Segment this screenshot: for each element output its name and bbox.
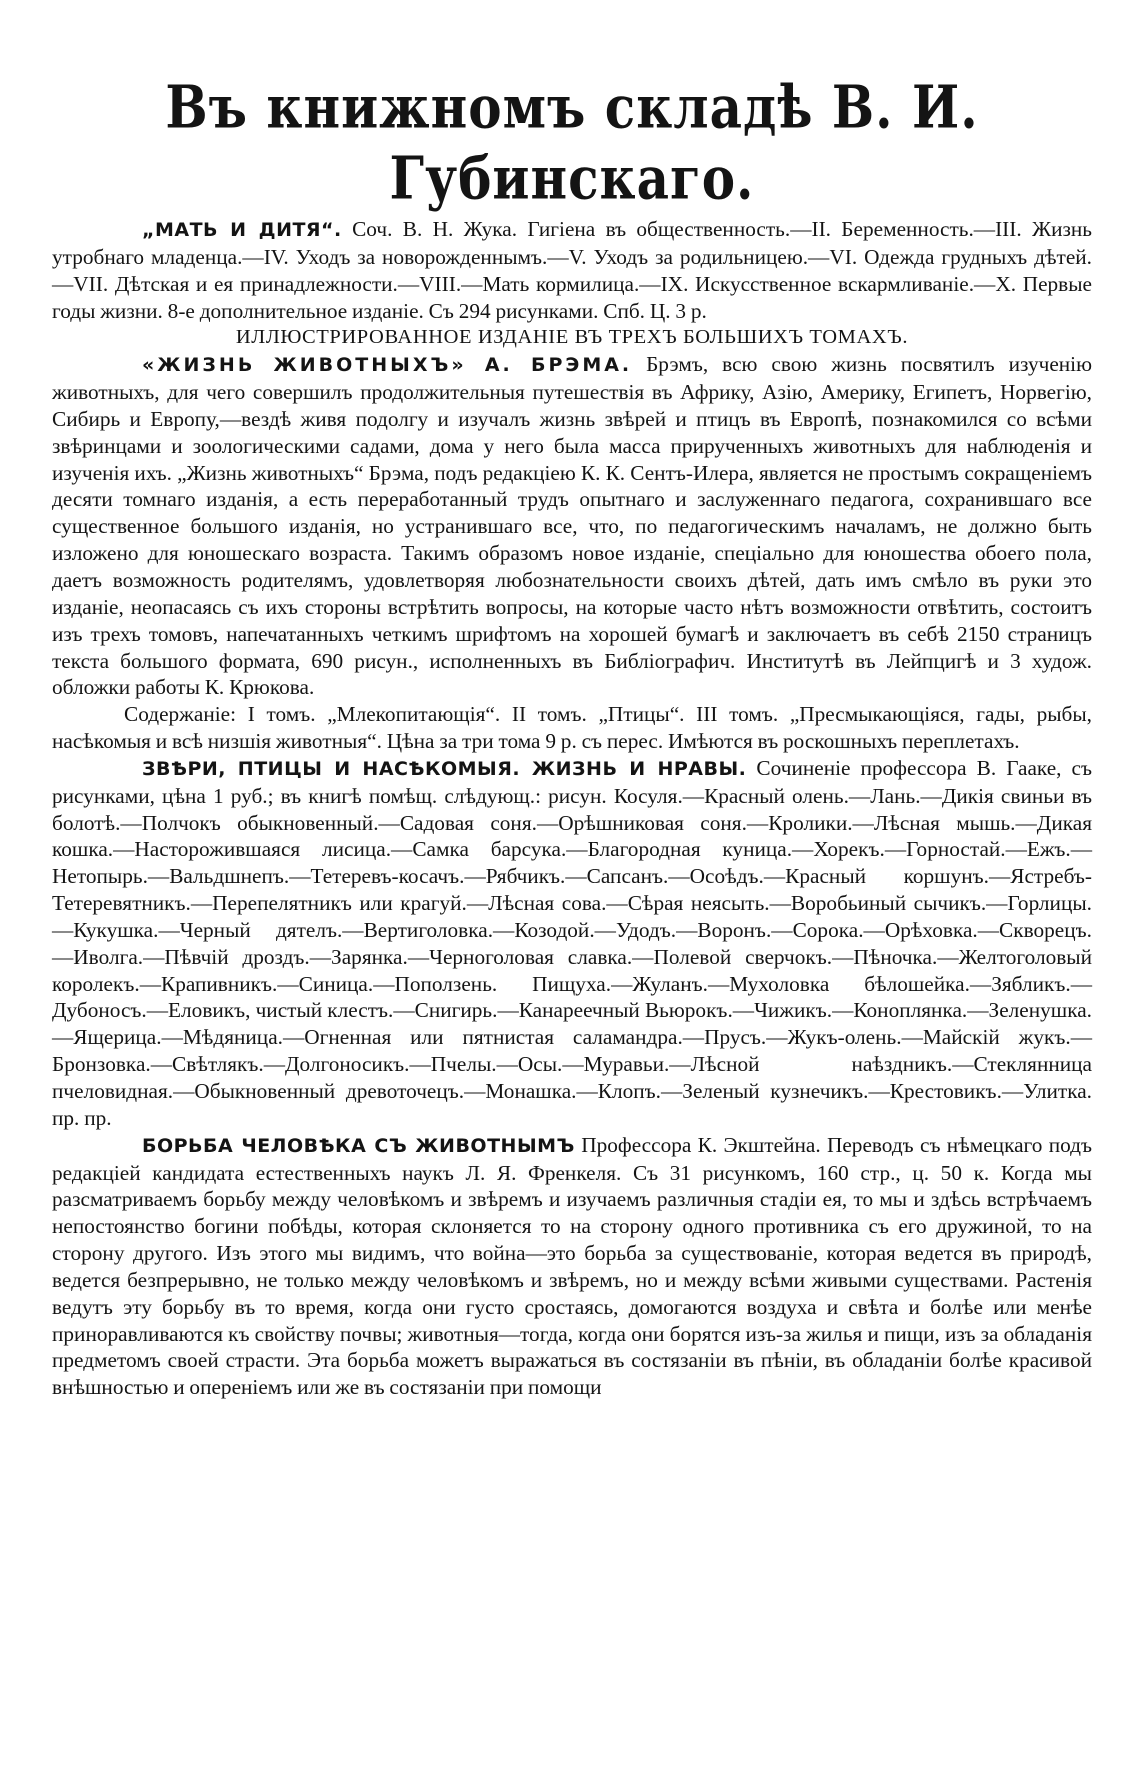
entry-struggle — [52, 1132, 1092, 1401]
page-title: Въ книжномъ складѣ В. И. Губинскаго. — [165, 72, 979, 213]
section-heading: ИЛЛЮСТРИРОВАННОЕ ИЗДАНІЕ ВЪ ТРЕХЪ БОЛЬШИХЪ ТОМАХЪ. — [235, 326, 909, 349]
entry-text: Соч. В. Н. Жука. Гигіена въ общественность.—II. Беременность.—III. Жизнь утробнаго младенца.—IV. Уходъ за новорожденнымъ.—V. Уходъ за родильницею.—VI. Одежда грудныхъ дѣтей.—VII. Дѣтская и ея принадлежности.—VIII.—Мать кормилица.—IX. Искусственное вскармливаніе.—X. Первые годы жизни. 8-е дополнительное изданіе. Съ 294 рисунками. Спб. Ц. 3 р. — [52, 217, 1093, 323]
entry-text: Сочиненіе профессора В. Гааке, съ рисунками, цѣна 1 руб.; въ книгѣ помѣщ. слѣдующ.: рисун. Косуля.—Красный олень.—Лань.—Дикія свиньи въ болотѣ.—Полчокъ обыкновенный.—Садовая соня.—Орѣшниковая соня.—Кролики.—Лѣсная мышь.—Дикая кошка.—Насторожившаяся лисица.—Самка барсука.—Благородная куница.—Хорекъ.—Горностай.—Ежъ.—Нетопырь.—Вальдшнепъ.—Тетеревъ-косачъ.—Рябчикъ.—Сапсанъ.—Осоѣдъ.—Красный коршунъ.—Ястребъ-Тетеревятникъ.—Перепелятникъ или крагуй.—Лѣсная сова.—Сѣрая неясыть.—Воробьиный сычикъ.—Горлицы.—Кукушка.—Черный дятелъ.—Вертиголовка.—Козодой.—Удодъ.—Воронъ.—Сорока.—Орѣховка.—Скворецъ.—Иволга.—Пѣвчій дроздъ.—Зарянка.—Черноголовая славка.—Полевой сверчокъ.—Пѣночка.—Желтоголовый королекъ.—Крапивникъ.—Синица.—Поползень. Пищуха.—Жуланъ.—Мухоловка бѣлошейка.—Зябликъ.—Дубоносъ.—Еловикъ, чистый клестъ.—Снигирь.—Канареечный Вьюрокъ.—Чижикъ.—Коноплянка.—Зеленушка.—Ящерица.—Мѣдяница.—Огненная или пятнистая саламандра.—Прусъ.—Жукъ-олень.—Майскій жукъ.—Бронзовка.—Свѣтлякъ.—Долгоносикъ.—Пчелы.—Осы.—Муравьи.—Лѣсной наѣздникъ.—Стеклянница пчеловидная.—Обыкновенный древоточецъ.—Монашка.—Клопъ.—Зеленый кузнечикъ.—Крестовикъ.—Улитка. пр. пр. — [52, 755, 1092, 1130]
entry-mother-child — [52, 216, 1092, 324]
entry-brehm — [52, 351, 1092, 701]
page — [52, 72, 1092, 1401]
entry-contents — [52, 701, 1092, 755]
entry-title: БОРЬБА ЧЕЛОВѢКА СЪ ЖИВОТНЫМЪ — [142, 1134, 575, 1157]
entry-animals — [52, 755, 1092, 1132]
entry-title: „МАТЬ И ДИТЯ“. — [142, 219, 342, 241]
entry-text: Брэмъ, всю свою жизнь посвятилъ изученію животныхъ, для чего совершилъ продолжительныя путешествія въ Африку, Азію, Америку, Египетъ, Норвегію, Сибирь и Европу,—вездѣ живя подолгу и изучалъ жизнь звѣрей и птицъ въ Европѣ, познакомился со всѣми звѣринцами и зоологическими садами, дома у него была масса прирученныхъ животныхъ для наблюденія и изученія ихъ. „Жизнь животныхъ“ Брэма, подъ редакціею К. К. Сентъ-Илера, является не простымъ сокращеніемъ десяти томнаго изданія, а есть переработанный трудъ опытнаго и заслуженнаго педагога, сохранившаго все существенное большого изданія, но устранившаго все, что, по педагогическимъ началамъ, не должно быть изложено для юношескаго возраста. Такимъ образомъ новое изданіе, спеціально для юношества обоего пола, даетъ возможность родителямъ, удовлетворяя любознательности своихъ дѣтей, дать имъ смѣло въ руки это изданіе, неопасаясь съ ихъ стороны встрѣтить вопросы, на которые часто нѣтъ возможности отвѣтить, состоитъ изъ трехъ томовъ, напечатанныхъ четкимъ шрифтомъ на хорошей бумагѣ и заключаетъ въ себѣ 2150 страницъ текста большого формата, 690 рисун., исполненныхъ въ Библіографич. Институтѣ въ Лейпцигѣ и 3 худож. обложки работы К. Крюкова. — [52, 352, 1092, 700]
entry-title: ЗВѢРИ, ПТИЦЫ И НАСѢКОМЫЯ. ЖИЗНЬ И НРАВЫ. — [142, 757, 747, 780]
entry-title: «ЖИЗНЬ ЖИВОТНЫХЪ» А. БРЭМА. — [142, 354, 633, 377]
entry-text: Содержаніе: I томъ. „Млекопитающія“. II томъ. „Птицы“. III томъ. „Пресмыкающіяся, гады, рыбы, насѣкомыя и всѣ низшія животныя“. Цѣна за три тома 9 р. съ перес. Имѣются въ роскошныхъ переплетахъ. — [52, 702, 1092, 754]
entry-text: Профессора К. Экштейна. Переводъ съ нѣмецкаго подъ редакціей кандидата естественныхъ наукъ Л. Я. Френкеля. Съ 31 рисункомъ, 160 стр., ц. 50 к. Когда мы разсматриваемъ борьбу между человѣкомъ и звѣремъ и изучаемъ различныя стадіи ея, то мы и здѣсь встрѣчаемъ непостоянство богини побѣды, которая склоняется то на сторону одного противника съ его дружиной, то на сторону другого. Изъ этого мы видимъ, что война—это борьба за существованіе, которая ведется въ природѣ, ведется безпрерывно, не только между человѣкомъ и звѣремъ, но и между всѣми живыми существами. Растенія ведутъ эту борьбу въ то время, когда они густо сростаясь, домогаются воздуха и свѣта и болѣе или менѣе приноравливаются къ свойству почвы; животныя—тогда, когда они борятся изъ-за жилья и пищи, изъ за обладанія предметомъ своей страсти. Эта борьба можетъ выражаться въ состязаніи въ пѣніи, въ обладаніи болѣе красивой внѣшностью и опереніемъ или же въ состязаніи при помощи — [52, 1132, 1092, 1400]
